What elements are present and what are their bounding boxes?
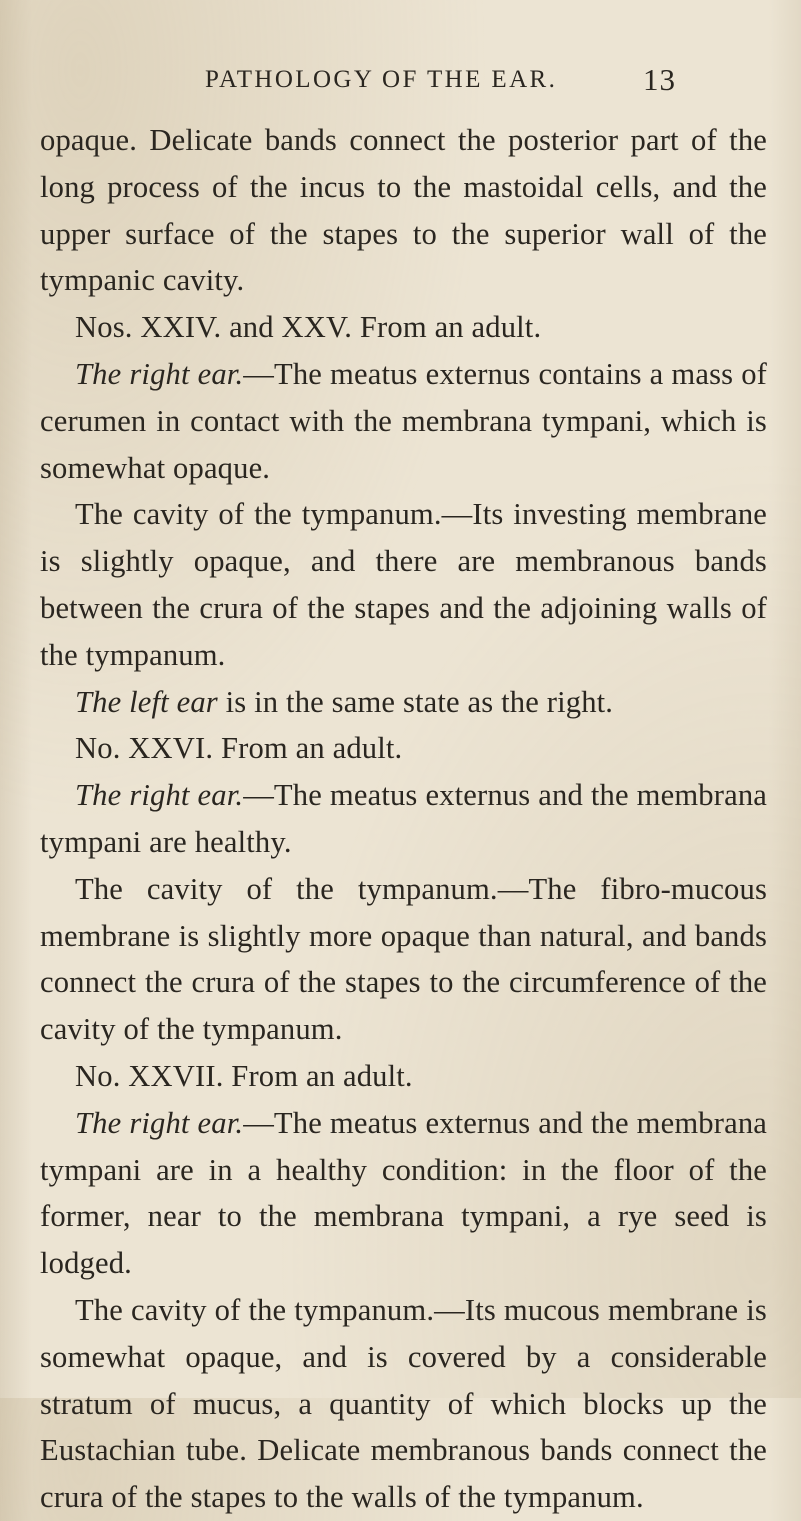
paragraph-lead: The right ear. xyxy=(75,1105,244,1140)
running-title: PATHOLOGY OF THE EAR. xyxy=(205,66,558,93)
paragraph-right-ear xyxy=(40,772,767,866)
paragraph-body: —The meatus externus and the membrana tympani are in a healthy condition: in the floor of the former, near to the membrana tympani, a rye seed is lodged. xyxy=(40,1105,767,1281)
paragraph-continuation: opaque. Delicate bands connect the posterior part of the long process of the incus to the mastoidal cells, and the upper surface of the stapes to the superior wall of the tympanic cavity. xyxy=(40,123,767,298)
paragraph-left-ear xyxy=(40,679,767,726)
paragraph-body: —The meatus externus contains a mass of cerumen in contact with the membrana tympani, which is somewhat opaque. xyxy=(40,356,768,485)
paragraph-body: —The meatus externus and the membrana tympani are healthy. xyxy=(40,778,767,859)
paragraph-body: is in the same state as the right. xyxy=(217,684,614,719)
page-number: 13 xyxy=(643,62,676,97)
running-head xyxy=(205,62,685,98)
paragraph-lead: The right ear. xyxy=(75,778,244,813)
case-heading: No. XXVII. From an adult. xyxy=(75,1058,413,1093)
paragraph-right-ear xyxy=(40,351,767,491)
paragraph-right-ear xyxy=(40,1100,767,1287)
paragraph-lead: The left ear xyxy=(75,684,218,719)
paragraph-tympanum: The cavity of the tympanum.—Its mucous membrane is somewhat opaque, and is covered by a considerable stratum of mucus, a quantity of which blocks up the Eustachian tube. Delicate membranous bands connect the crura of the stapes to the walls of the tympanum. xyxy=(40,1292,767,1515)
paragraph-tympanum: The cavity of the tympanum.—The fibro-mucous membrane is slightly more opaque than natural, and bands connect the crura of the stapes to the circumference of the cavity of the tympanum. xyxy=(40,871,767,1047)
paragraph-lead: The right ear. xyxy=(75,356,244,391)
case-heading: No. XXVI. From an adult. xyxy=(75,731,403,766)
case-heading: Nos. XXIV. and XXV. From an adult. xyxy=(75,310,542,345)
paragraph-tympanum: The cavity of the tympanum.—Its investing membrane is slightly opaque, and there are membranous bands between the crura of the stapes and the adjoining walls of the tympanum. xyxy=(40,497,767,672)
body-text xyxy=(40,117,767,1521)
